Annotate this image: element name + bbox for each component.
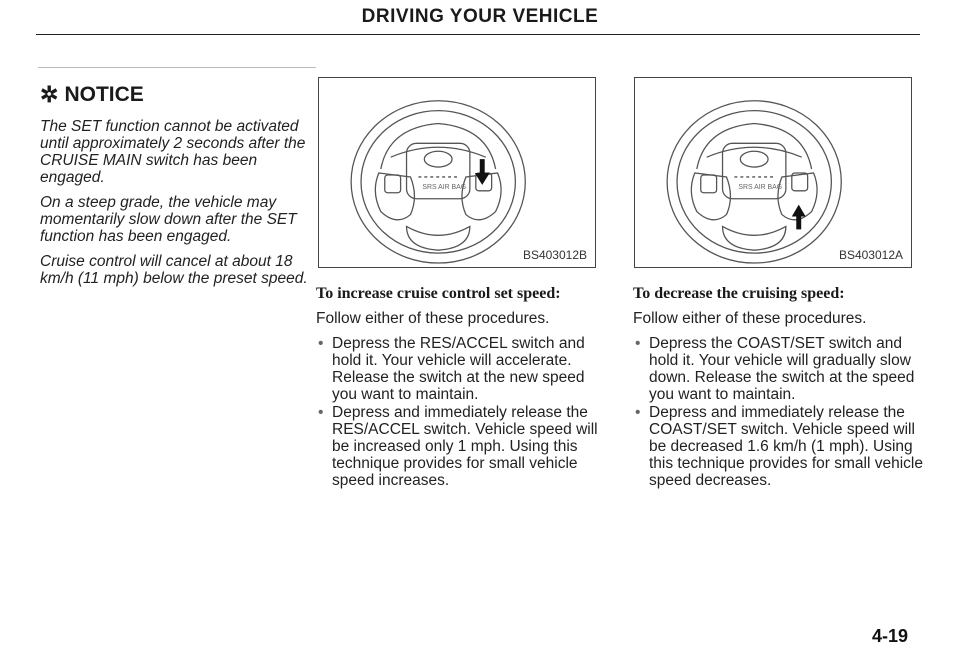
list-item: • Depress and immediately release the COAST/SET switch. Vehicle speed will be decreased 1.6 km/h (1 mph). Using this technique provides for small vehicle speed decreases. [633, 404, 925, 489]
page-header-title: DRIVING YOUR VEHICLE [361, 6, 599, 27]
star-icon: ✲ [40, 82, 59, 107]
section-intro: Follow either of these procedures. [316, 310, 550, 327]
steering-wheel-figure-increase [318, 77, 596, 268]
section-heading: To decrease the cruising speed: [633, 285, 845, 302]
list-item: • Depress the COAST/SET switch and hold it. Your vehicle will gradually slow down. Release the switch at the speed you want to maintain. [633, 335, 925, 403]
notice-title: NOTICE [64, 83, 144, 106]
list-item: • Depress and immediately release the RES/ACCEL switch. Vehicle speed will be increased only 1 mph. Using this technique provides for small vehicle speed increases. [316, 404, 608, 489]
section-intro: Follow either of these procedures. [633, 310, 867, 327]
figure-code: BS403012B [522, 248, 587, 262]
decrease-speed-section [633, 285, 925, 490]
airbag-label: SRS AIR BAG [738, 183, 783, 191]
procedure-list [633, 335, 925, 489]
steering-wheel-figure-decrease [634, 77, 912, 268]
airbag-label: SRS AIR BAG [422, 183, 467, 191]
notice-paragraph: On a steep grade, the vehicle may momentarily slow down after the SET function has been engaged. [40, 194, 297, 245]
notice-divider [38, 67, 316, 68]
steering-wheel-illustration [635, 78, 911, 267]
procedure-list [316, 335, 608, 489]
section-heading: To increase cruise control set speed: [316, 285, 561, 302]
notice-heading [40, 82, 312, 108]
notice-box [40, 82, 312, 295]
notice-paragraph: The SET function cannot be activated until approximately 2 seconds after the CRUISE MAIN switch has been engaged. [40, 118, 306, 186]
header-divider [36, 34, 920, 35]
notice-paragraph: Cruise control will cancel at about 18 km/h (11 mph) below the preset speed. [40, 253, 308, 287]
steering-wheel-illustration [319, 78, 595, 267]
arrow-down-icon [475, 159, 490, 185]
list-item: • Depress the RES/ACCEL switch and hold it. Your vehicle will accelerate. Release the switch at the new speed you want to maintain. [316, 335, 608, 403]
figure-code: BS403012A [838, 248, 903, 262]
page-number: 4-19 [872, 626, 909, 646]
increase-speed-section [316, 285, 608, 490]
